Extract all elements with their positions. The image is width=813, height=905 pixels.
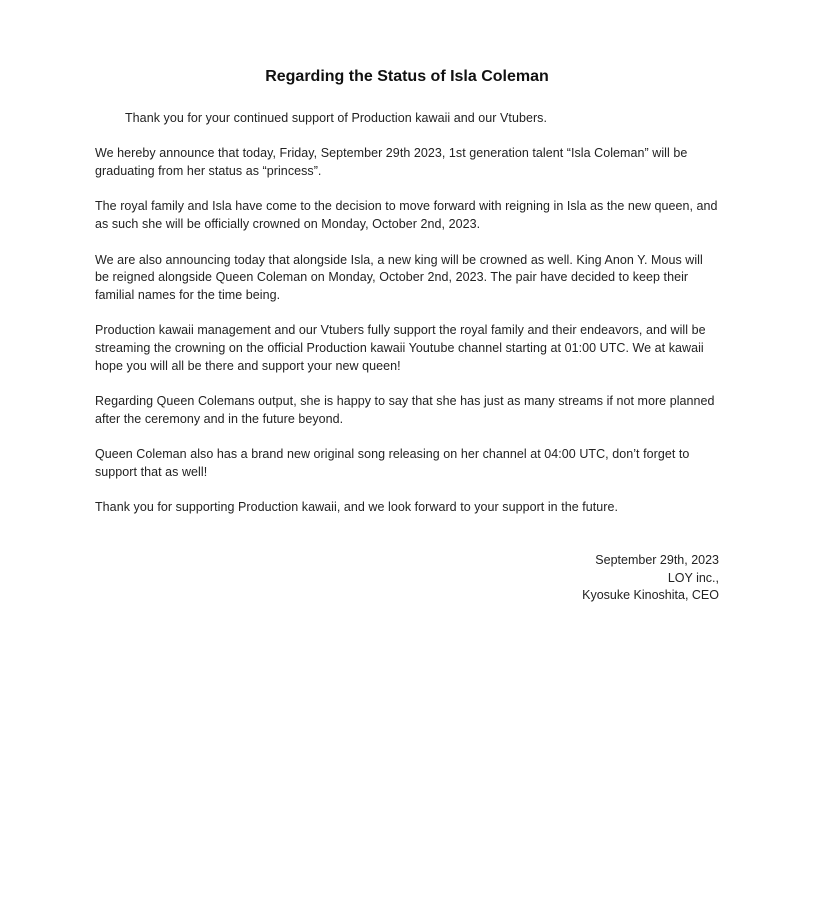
signature-author: Kyosuke Kinoshita, CEO <box>582 588 719 603</box>
paragraph-greeting: Thank you for your continued support of Production kawaii and our Vtubers. <box>125 111 547 125</box>
document-page <box>95 66 719 605</box>
document-title: Regarding the Status of Isla Coleman <box>265 68 549 85</box>
paragraph-new-king: We are also announcing today that alongside Isla, a new king will be crowned as well. King Anon Y. Mous will be reigned alongside Queen Coleman on Monday, October 2nd, 2023. The pair have decided to keep their familial names for the time being. <box>95 252 703 302</box>
paragraph-royal-decision: The royal family and Isla have come to the decision to move forward with reigning in Isla as the new queen, and as such she will be officially crowned on Monday, October 2nd, 2023. <box>95 199 718 232</box>
paragraph-management-support: Production kawaii management and our Vtubers fully support the royal family and their endeavors, and will be streaming the crowning on the official Production kawaii Youtube channel starting at 01:00 UTC. We at kawaii hope you will all be there and support your new queen! <box>95 323 706 373</box>
paragraph-output: Regarding Queen Colemans output, she is happy to say that she has just as many streams if not more planned after the ceremony and in the future beyond. <box>95 394 715 426</box>
signature-block <box>95 552 719 605</box>
signature-company: LOY inc., <box>667 570 719 585</box>
paragraph-new-song: Queen Coleman also has a brand new original song releasing on her channel at 04:00 UTC, don’t forget to support that as well! <box>95 447 690 479</box>
paragraph-announcement: We hereby announce that today, Friday, September 29th 2023, 1st generation talent “Isla Coleman” will be graduating from her status as “princess”. <box>95 146 688 179</box>
signature-date: September 29th, 2023 <box>595 553 719 568</box>
paragraph-closing: Thank you for supporting Production kawaii, and we look forward to your support in the future. <box>95 500 619 515</box>
